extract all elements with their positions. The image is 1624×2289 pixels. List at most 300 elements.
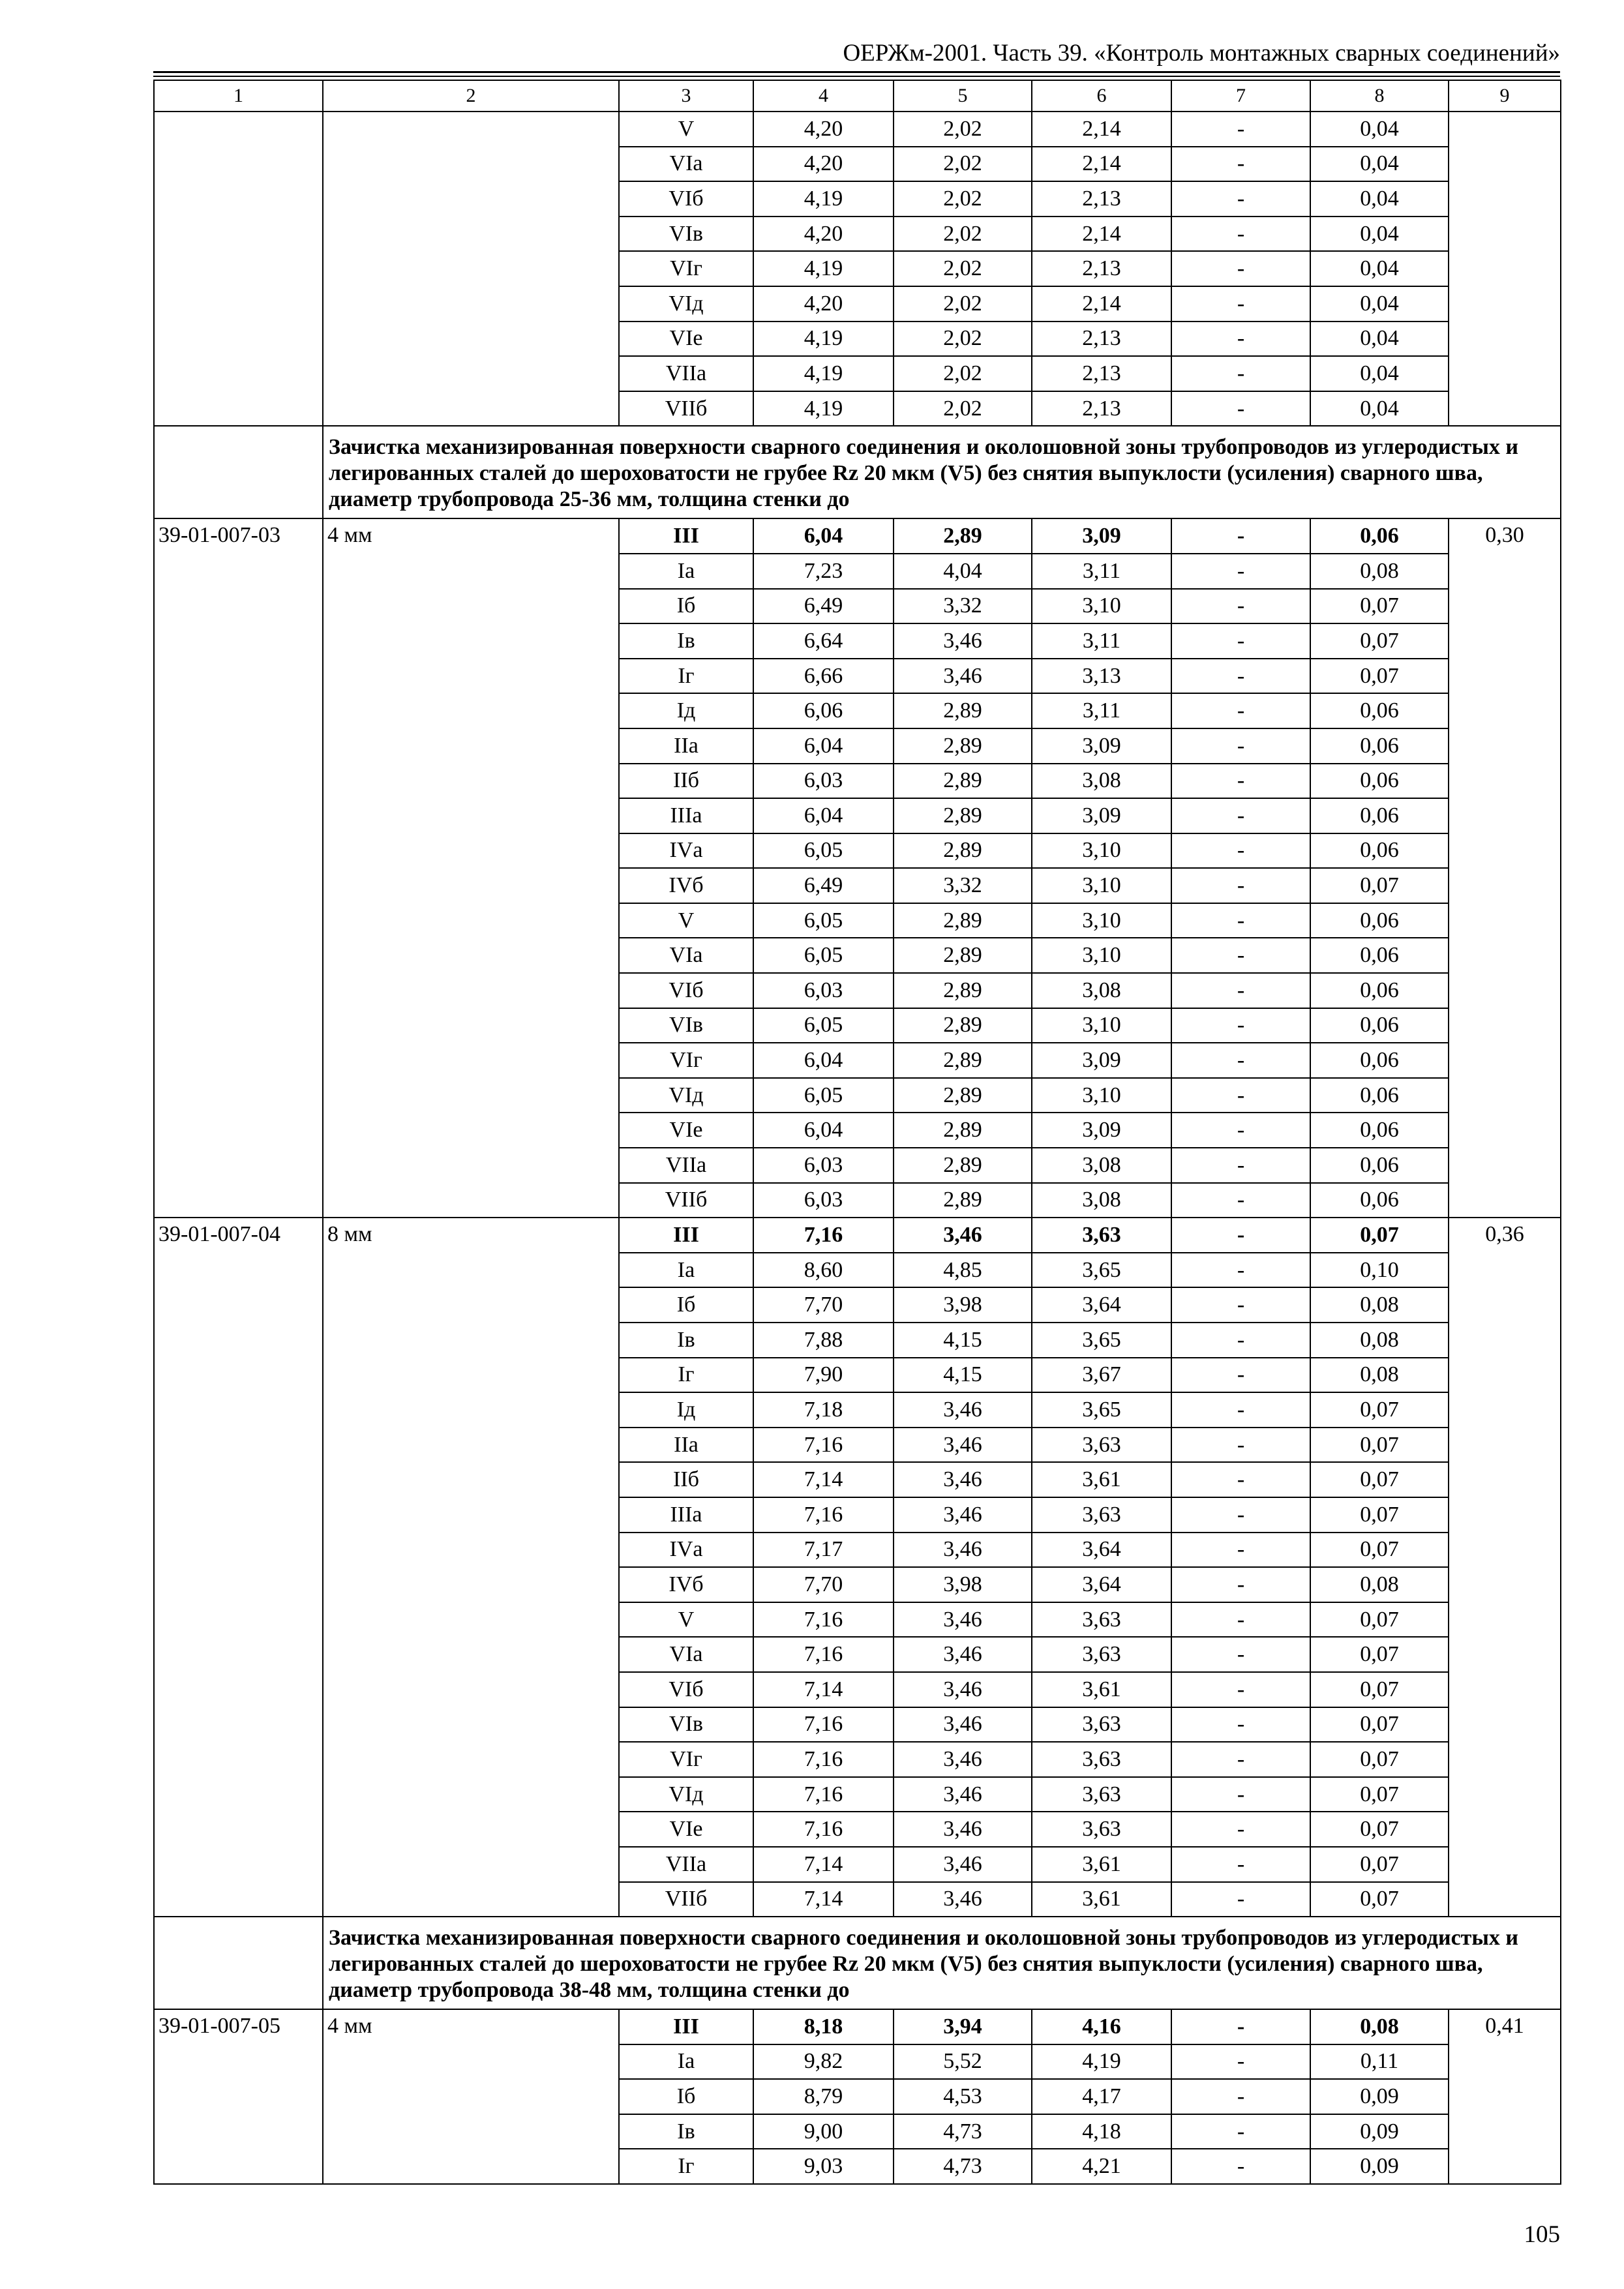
zone-cell: IIIа (619, 1497, 753, 1533)
zone-cell: Iб (619, 2079, 753, 2114)
value-cell-c6: 3,61 (1032, 1672, 1171, 1707)
zone-cell: VIд (619, 286, 753, 322)
value-cell-c8: 0,04 (1310, 147, 1449, 182)
value-cell-c4: 4,19 (753, 322, 894, 357)
value-cell-c4: 7,14 (753, 1847, 894, 1882)
value-cell-c7: - (1171, 554, 1310, 589)
zone-cell: IIа (619, 728, 753, 764)
zone-cell: III (619, 518, 753, 554)
value-cell-c6: 3,63 (1032, 1497, 1171, 1533)
wall-thickness (323, 112, 619, 426)
value-cell-c4: 7,16 (753, 1777, 894, 1812)
value-cell-c5: 3,46 (894, 659, 1032, 694)
zone-cell: IIIа (619, 798, 753, 833)
value-cell-c8: 0,07 (1310, 1428, 1449, 1463)
value-cell-c6: 3,67 (1032, 1358, 1171, 1393)
value-cell-c6: 3,65 (1032, 1392, 1171, 1428)
value-cell-c5: 2,02 (894, 356, 1032, 391)
zone-cell: Iа (619, 2044, 753, 2080)
value-cell-c6: 3,10 (1032, 903, 1171, 938)
value-cell-c4: 4,20 (753, 286, 894, 322)
value-cell-c6: 2,13 (1032, 251, 1171, 286)
value-cell-c5: 3,32 (894, 868, 1032, 903)
column-number: 2 (323, 80, 619, 112)
value-cell-c4: 7,14 (753, 1882, 894, 1917)
value-cell-c8: 0,09 (1310, 2079, 1449, 2114)
zone-cell: VIв (619, 1008, 753, 1043)
page-number: 105 (1524, 2221, 1560, 2248)
value-cell-c8: 0,07 (1310, 1602, 1449, 1638)
value-cell-c7: - (1171, 1847, 1310, 1882)
value-cell-c5: 4,04 (894, 554, 1032, 589)
value-cell-c8: 0,07 (1310, 1742, 1449, 1777)
value-cell-c8: 0,06 (1310, 1043, 1449, 1078)
value-cell-c6: 3,11 (1032, 693, 1171, 728)
value-cell-c5: 3,46 (894, 1812, 1032, 1847)
value-cell-c6: 3,64 (1032, 1533, 1171, 1568)
value-cell-c6: 4,19 (1032, 2044, 1171, 2080)
value-cell-c7: - (1171, 2044, 1310, 2080)
value-cell-c5: 3,46 (894, 1428, 1032, 1463)
value-cell-c8: 0,07 (1310, 1462, 1449, 1497)
value-cell-c7: - (1171, 1497, 1310, 1533)
value-cell-c8: 0,07 (1310, 868, 1449, 903)
value-cell-c5: 2,02 (894, 322, 1032, 357)
value-cell-c5: 2,89 (894, 518, 1032, 554)
value-cell-c4: 6,05 (753, 1078, 894, 1113)
value-cell-c8: 0,04 (1310, 217, 1449, 252)
value-cell-c8: 0,07 (1310, 1637, 1449, 1672)
value-cell-c8: 0,04 (1310, 322, 1449, 357)
zone-cell: V (619, 903, 753, 938)
value-cell-c4: 6,06 (753, 693, 894, 728)
column-number: 8 (1310, 80, 1449, 112)
value-cell-c7: - (1171, 1777, 1310, 1812)
value-cell-c4: 6,49 (753, 589, 894, 624)
value-cell-c5: 3,32 (894, 589, 1032, 624)
value-cell-c4: 6,03 (753, 764, 894, 799)
value-cell-c6: 3,08 (1032, 1183, 1171, 1218)
value-cell-c5: 3,46 (894, 1392, 1032, 1428)
value-cell-c6: 2,13 (1032, 322, 1171, 357)
value-cell-c7: - (1171, 1183, 1310, 1218)
wall-thickness: 8 мм (323, 1218, 619, 1917)
value-cell-c4: 6,05 (753, 938, 894, 973)
value-cell-c6: 3,11 (1032, 623, 1171, 659)
zone-cell: VIд (619, 1777, 753, 1812)
value-cell-c5: 4,73 (894, 2149, 1032, 2184)
zone-cell: IIб (619, 1462, 753, 1497)
zone-cell: Iа (619, 554, 753, 589)
value-cell-c6: 2,14 (1032, 147, 1171, 182)
value-cell-c8: 0,07 (1310, 1707, 1449, 1743)
zone-cell: Iб (619, 1287, 753, 1323)
zone-cell: VIб (619, 181, 753, 217)
value-cell-c7: - (1171, 2114, 1310, 2149)
value-cell-c8: 0,04 (1310, 181, 1449, 217)
table-row (154, 518, 1561, 554)
value-cell-c8: 0,06 (1310, 833, 1449, 869)
zone-cell: VIе (619, 1812, 753, 1847)
value-cell-c5: 2,89 (894, 833, 1032, 869)
value-cell-c8: 0,09 (1310, 2114, 1449, 2149)
labor-norm: 0,36 (1449, 1218, 1561, 1917)
zone-cell: VIб (619, 973, 753, 1008)
value-cell-c5: 3,46 (894, 1497, 1032, 1533)
value-cell-c5: 3,98 (894, 1287, 1032, 1323)
value-cell-c6: 3,65 (1032, 1323, 1171, 1358)
value-cell-c6: 3,63 (1032, 1637, 1171, 1672)
value-cell-c8: 0,07 (1310, 589, 1449, 624)
value-cell-c6: 2,13 (1032, 391, 1171, 426)
zone-cell: VIе (619, 322, 753, 357)
value-cell-c4: 6,03 (753, 973, 894, 1008)
zone-cell: VIд (619, 1078, 753, 1113)
value-cell-c6: 3,61 (1032, 1462, 1171, 1497)
value-cell-c4: 4,19 (753, 251, 894, 286)
value-cell-c5: 3,46 (894, 1882, 1032, 1917)
column-number: 1 (154, 80, 323, 112)
value-cell-c5: 2,02 (894, 181, 1032, 217)
value-cell-c6: 3,09 (1032, 1113, 1171, 1148)
zone-cell: VIе (619, 1113, 753, 1148)
zone-cell: VIIа (619, 1148, 753, 1183)
value-cell-c7: - (1171, 286, 1310, 322)
value-cell-c4: 6,05 (753, 833, 894, 869)
value-cell-c7: - (1171, 1043, 1310, 1078)
value-cell-c6: 3,63 (1032, 1707, 1171, 1743)
value-cell-c6: 3,10 (1032, 833, 1171, 869)
section-heading-row (154, 426, 1561, 518)
value-cell-c4: 4,19 (753, 181, 894, 217)
value-cell-c7: - (1171, 589, 1310, 624)
value-cell-c8: 0,11 (1310, 2044, 1449, 2080)
value-cell-c4: 7,88 (753, 1323, 894, 1358)
table-row (154, 2009, 1561, 2044)
value-cell-c8: 0,07 (1310, 1533, 1449, 1568)
zone-cell: Iг (619, 2149, 753, 2184)
value-cell-c8: 0,06 (1310, 1113, 1449, 1148)
value-cell-c4: 6,03 (753, 1148, 894, 1183)
section-heading-row (154, 1917, 1561, 2009)
value-cell-c7: - (1171, 1462, 1310, 1497)
value-cell-c6: 3,61 (1032, 1847, 1171, 1882)
value-cell-c7: - (1171, 112, 1310, 147)
value-cell-c7: - (1171, 518, 1310, 554)
value-cell-c4: 7,16 (753, 1497, 894, 1533)
value-cell-c8: 0,06 (1310, 798, 1449, 833)
rate-code: 39-01-007-03 (154, 518, 323, 1218)
value-cell-c8: 0,06 (1310, 1148, 1449, 1183)
value-cell-c6: 4,16 (1032, 2009, 1171, 2044)
zone-cell: V (619, 112, 753, 147)
value-cell-c4: 6,05 (753, 903, 894, 938)
value-cell-c4: 4,19 (753, 356, 894, 391)
wall-thickness: 4 мм (323, 518, 619, 1218)
header-rule-top (153, 71, 1560, 73)
zone-cell: VIг (619, 251, 753, 286)
value-cell-c5: 3,46 (894, 1707, 1032, 1743)
value-cell-c8: 0,08 (1310, 1567, 1449, 1602)
value-cell-c7: - (1171, 2149, 1310, 2184)
value-cell-c7: - (1171, 2009, 1310, 2044)
value-cell-c4: 7,23 (753, 554, 894, 589)
value-cell-c4: 7,16 (753, 1602, 894, 1638)
value-cell-c6: 3,13 (1032, 659, 1171, 694)
zone-cell: VIв (619, 217, 753, 252)
value-cell-c4: 6,64 (753, 623, 894, 659)
zone-cell: VIIб (619, 391, 753, 426)
value-cell-c7: - (1171, 1218, 1310, 1253)
value-cell-c5: 3,46 (894, 1602, 1032, 1638)
value-cell-c6: 3,63 (1032, 1777, 1171, 1812)
value-cell-c7: - (1171, 356, 1310, 391)
value-cell-c7: - (1171, 1148, 1310, 1183)
zone-cell: IVб (619, 868, 753, 903)
value-cell-c6: 3,09 (1032, 518, 1171, 554)
value-cell-c5: 2,89 (894, 1043, 1032, 1078)
section-empty-cell (154, 426, 323, 518)
value-cell-c7: - (1171, 1637, 1310, 1672)
value-cell-c5: 4,15 (894, 1323, 1032, 1358)
value-cell-c4: 7,70 (753, 1287, 894, 1323)
value-cell-c8: 0,06 (1310, 1078, 1449, 1113)
value-cell-c5: 2,89 (894, 764, 1032, 799)
zone-cell: Iв (619, 2114, 753, 2149)
value-cell-c8: 0,06 (1310, 973, 1449, 1008)
value-cell-c4: 7,16 (753, 1812, 894, 1847)
column-number: 6 (1032, 80, 1171, 112)
value-cell-c6: 2,14 (1032, 217, 1171, 252)
value-cell-c5: 3,46 (894, 1637, 1032, 1672)
value-cell-c4: 4,20 (753, 147, 894, 182)
rate-code: 39-01-007-05 (154, 2009, 323, 2184)
value-cell-c6: 3,65 (1032, 1253, 1171, 1288)
header-rule-bottom (153, 76, 1560, 77)
value-cell-c4: 4,20 (753, 217, 894, 252)
zone-cell: IIа (619, 1428, 753, 1463)
value-cell-c8: 0,06 (1310, 693, 1449, 728)
zone-cell: Iв (619, 623, 753, 659)
value-cell-c6: 3,63 (1032, 1812, 1171, 1847)
value-cell-c7: - (1171, 1533, 1310, 1568)
value-cell-c7: - (1171, 391, 1310, 426)
value-cell-c7: - (1171, 798, 1310, 833)
value-cell-c5: 3,94 (894, 2009, 1032, 2044)
value-cell-c4: 8,60 (753, 1253, 894, 1288)
table-row (154, 1218, 1561, 1253)
value-cell-c6: 3,08 (1032, 1148, 1171, 1183)
value-cell-c5: 3,46 (894, 1777, 1032, 1812)
section-empty-cell (154, 1917, 323, 2009)
value-cell-c4: 7,16 (753, 1707, 894, 1743)
value-cell-c7: - (1171, 1358, 1310, 1393)
value-cell-c4: 9,03 (753, 2149, 894, 2184)
value-cell-c5: 3,46 (894, 1462, 1032, 1497)
value-cell-c7: - (1171, 659, 1310, 694)
column-number: 7 (1171, 80, 1310, 112)
value-cell-c7: - (1171, 217, 1310, 252)
value-cell-c8: 0,06 (1310, 518, 1449, 554)
value-cell-c8: 0,06 (1310, 1183, 1449, 1218)
value-cell-c4: 6,05 (753, 1008, 894, 1043)
value-cell-c6: 3,63 (1032, 1218, 1171, 1253)
value-cell-c8: 0,07 (1310, 659, 1449, 694)
value-cell-c7: - (1171, 1287, 1310, 1323)
value-cell-c7: - (1171, 833, 1310, 869)
price-table (153, 80, 1561, 2185)
value-cell-c4: 7,90 (753, 1358, 894, 1393)
value-cell-c8: 0,07 (1310, 1218, 1449, 1253)
value-cell-c7: - (1171, 1812, 1310, 1847)
value-cell-c4: 8,79 (753, 2079, 894, 2114)
page-header-title: ОЕРЖм-2001. Часть 39. «Контроль монтажных сварных соединений» (843, 40, 1560, 67)
zone-cell: Iб (619, 589, 753, 624)
zone-cell: Iг (619, 659, 753, 694)
value-cell-c5: 2,02 (894, 147, 1032, 182)
column-number-row (154, 80, 1561, 112)
value-cell-c7: - (1171, 1672, 1310, 1707)
value-cell-c4: 6,04 (753, 728, 894, 764)
zone-cell: VIIб (619, 1882, 753, 1917)
zone-cell: IVб (619, 1567, 753, 1602)
value-cell-c8: 0,09 (1310, 2149, 1449, 2184)
value-cell-c7: - (1171, 1707, 1310, 1743)
value-cell-c4: 7,18 (753, 1392, 894, 1428)
zone-cell: VIIа (619, 356, 753, 391)
value-cell-c8: 0,08 (1310, 1287, 1449, 1323)
value-cell-c5: 2,89 (894, 903, 1032, 938)
zone-cell: III (619, 1218, 753, 1253)
value-cell-c7: - (1171, 623, 1310, 659)
value-cell-c5: 2,02 (894, 391, 1032, 426)
value-cell-c7: - (1171, 1113, 1310, 1148)
value-cell-c4: 7,14 (753, 1462, 894, 1497)
value-cell-c4: 6,66 (753, 659, 894, 694)
value-cell-c6: 3,09 (1032, 798, 1171, 833)
value-cell-c6: 3,63 (1032, 1602, 1171, 1638)
value-cell-c8: 0,08 (1310, 2009, 1449, 2044)
column-number: 9 (1449, 80, 1561, 112)
value-cell-c5: 2,89 (894, 1183, 1032, 1218)
value-cell-c7: - (1171, 1253, 1310, 1288)
value-cell-c8: 0,06 (1310, 728, 1449, 764)
value-cell-c7: - (1171, 938, 1310, 973)
value-cell-c6: 3,61 (1032, 1882, 1171, 1917)
value-cell-c4: 7,16 (753, 1218, 894, 1253)
value-cell-c6: 4,21 (1032, 2149, 1171, 2184)
value-cell-c7: - (1171, 251, 1310, 286)
value-cell-c8: 0,04 (1310, 391, 1449, 426)
rate-code: 39-01-007-04 (154, 1218, 323, 1917)
wall-thickness: 4 мм (323, 2009, 619, 2184)
value-cell-c4: 7,16 (753, 1742, 894, 1777)
value-cell-c6: 3,08 (1032, 764, 1171, 799)
value-cell-c8: 0,04 (1310, 112, 1449, 147)
labor-norm (1449, 112, 1561, 426)
value-cell-c7: - (1171, 1882, 1310, 1917)
value-cell-c7: - (1171, 1323, 1310, 1358)
value-cell-c4: 7,16 (753, 1637, 894, 1672)
zone-cell: VIб (619, 1672, 753, 1707)
value-cell-c5: 2,02 (894, 217, 1032, 252)
value-cell-c6: 3,64 (1032, 1287, 1171, 1323)
zone-cell: VIг (619, 1043, 753, 1078)
value-cell-c4: 9,82 (753, 2044, 894, 2080)
value-cell-c6: 3,10 (1032, 1078, 1171, 1113)
value-cell-c8: 0,04 (1310, 286, 1449, 322)
value-cell-c7: - (1171, 1392, 1310, 1428)
value-cell-c6: 2,14 (1032, 286, 1171, 322)
value-cell-c5: 2,89 (894, 1008, 1032, 1043)
value-cell-c7: - (1171, 693, 1310, 728)
value-cell-c8: 0,04 (1310, 251, 1449, 286)
value-cell-c4: 7,14 (753, 1672, 894, 1707)
column-number: 4 (753, 80, 894, 112)
value-cell-c8: 0,06 (1310, 764, 1449, 799)
value-cell-c8: 0,07 (1310, 1392, 1449, 1428)
value-cell-c7: - (1171, 764, 1310, 799)
zone-cell: Iд (619, 693, 753, 728)
value-cell-c4: 7,16 (753, 1428, 894, 1463)
value-cell-c8: 0,07 (1310, 1777, 1449, 1812)
value-cell-c8: 0,10 (1310, 1253, 1449, 1288)
value-cell-c8: 0,06 (1310, 938, 1449, 973)
value-cell-c6: 2,13 (1032, 181, 1171, 217)
labor-norm: 0,30 (1449, 518, 1561, 1218)
value-cell-c6: 3,11 (1032, 554, 1171, 589)
zone-cell: IVа (619, 833, 753, 869)
value-cell-c5: 4,73 (894, 2114, 1032, 2149)
value-cell-c6: 4,18 (1032, 2114, 1171, 2149)
zone-cell: III (619, 2009, 753, 2044)
value-cell-c7: - (1171, 728, 1310, 764)
value-cell-c5: 2,89 (894, 1113, 1032, 1148)
zone-cell: Iв (619, 1323, 753, 1358)
value-cell-c4: 7,70 (753, 1567, 894, 1602)
value-cell-c4: 6,04 (753, 1043, 894, 1078)
value-cell-c5: 4,53 (894, 2079, 1032, 2114)
value-cell-c4: 6,04 (753, 518, 894, 554)
value-cell-c5: 3,98 (894, 1567, 1032, 1602)
column-number: 5 (894, 80, 1032, 112)
zone-cell: VIIа (619, 1847, 753, 1882)
value-cell-c6: 3,63 (1032, 1428, 1171, 1463)
value-cell-c6: 3,09 (1032, 728, 1171, 764)
value-cell-c5: 2,89 (894, 1078, 1032, 1113)
value-cell-c4: 4,19 (753, 391, 894, 426)
value-cell-c7: - (1171, 147, 1310, 182)
zone-cell: IIб (619, 764, 753, 799)
value-cell-c7: - (1171, 973, 1310, 1008)
value-cell-c6: 3,09 (1032, 1043, 1171, 1078)
value-cell-c7: - (1171, 181, 1310, 217)
value-cell-c4: 6,04 (753, 798, 894, 833)
value-cell-c4: 6,04 (753, 1113, 894, 1148)
value-cell-c8: 0,06 (1310, 1008, 1449, 1043)
value-cell-c8: 0,07 (1310, 1882, 1449, 1917)
value-cell-c5: 2,02 (894, 251, 1032, 286)
value-cell-c4: 9,00 (753, 2114, 894, 2149)
value-cell-c5: 5,52 (894, 2044, 1032, 2080)
value-cell-c7: - (1171, 322, 1310, 357)
value-cell-c5: 3,46 (894, 1218, 1032, 1253)
labor-norm: 0,41 (1449, 2009, 1561, 2184)
value-cell-c8: 0,07 (1310, 1812, 1449, 1847)
zone-cell: VIв (619, 1707, 753, 1743)
value-cell-c5: 2,89 (894, 728, 1032, 764)
value-cell-c4: 7,17 (753, 1533, 894, 1568)
